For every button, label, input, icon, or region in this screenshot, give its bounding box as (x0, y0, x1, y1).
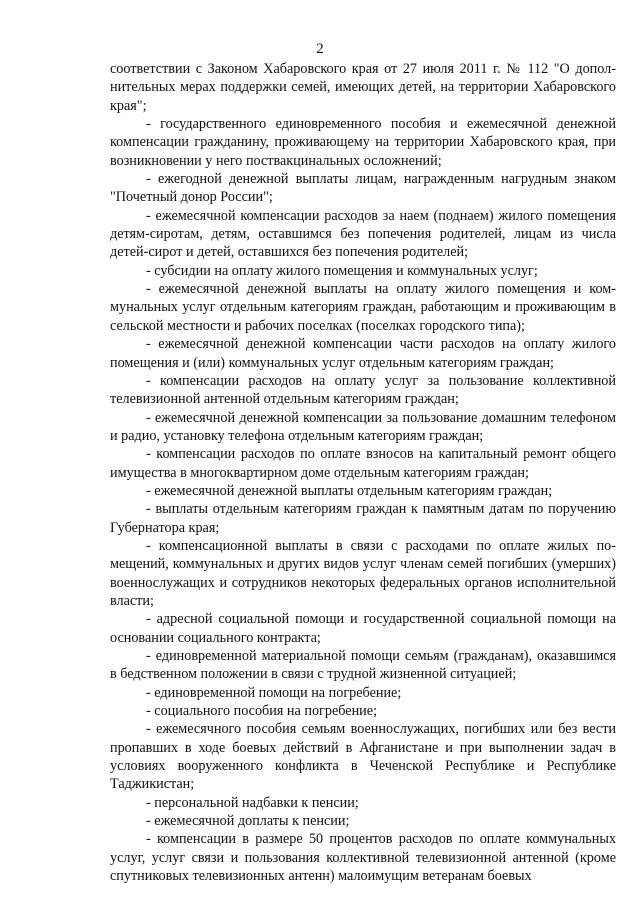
list-item-partial-housing-compensation: - ежемесячной денежной компенсации части расходов на оплату жилого помещения и (или) коммунальных услуг отдельным категориям граждан; (110, 336, 616, 371)
list-item-antenna-compensation: - компенсации расходов на оплату услуг за пользование коллективной телевизионной антенной отдельным категориям граждан; (110, 372, 616, 408)
list-item-fallen-servicemen-families: - компенсационной выплаты в связи с расходами по оплате жилых помещений, коммунальных и других видов услуг членам семей погибших (умерших) военнослужащих и сотрудников некоторых федеральных органов исполнительной власти; (110, 537, 616, 609)
page-number: 2 (316, 41, 324, 57)
list-item-burial-aid: - единовременной помощи на погребение; (146, 684, 402, 701)
list-item-pension-bonus: - персональной надбавки к пенсии; (146, 794, 359, 811)
list-item-donor-payment: - ежегодной денежной выплаты лицам, награжденным нагрудным знаком "Почетный донор России"; (110, 171, 616, 206)
list-item-social-assistance: - адресной социальной помощи и государственной социальной помощи на основании социального контракта; (110, 611, 616, 646)
list-item-servicemen-families-allowance: - ежемесячного пособия семьям военнослужащих, погибших или без вести пропавших в ходе боевых действий в Афганистане и при выполнении задач в условиях вооруженного конфликта в Чеченской Республике и Республике Таджикистан; (110, 721, 616, 793)
list-item-monthly-payment: - ежемесячной денежной выплаты отдельным категориям граждан; (146, 482, 553, 499)
list-item-phone-radio-compensation: - ежемесячной денежной компенсации за пользование домашним телефоном и радио, установку телефона отдельным категориям граждан; (110, 409, 616, 444)
paragraph-continuation: соответствии с Законом Хабаровского края от 27 июля 2011 г. № 112 "О дополнительных мерах поддержки семей, имеющих детей, на территории Хабаровского края"; (110, 61, 616, 114)
list-item-capital-repair-compensation: - компенсации расходов по оплате взносов на капитальный ремонт общего имущества в многоквартирном доме отдельным категориям граждан; (110, 446, 616, 481)
list-item-orphans-rent-compensation: - ежемесячной компенсации расходов за наем (поднаем) жилого помещения детям-сиротам, детям, оставшимся без попечения родителей, лицам из числа детей-сирот и детей, оставшихся без попечения родителей; (110, 207, 616, 261)
list-item-pension-supplement: - ежемесячной доплаты к пенсии; (146, 813, 350, 830)
list-item-burial-allowance: - социального пособия на погребение; (146, 703, 378, 720)
list-item-rural-housing-payment: - ежемесячной денежной выплаты на оплату жилого помещения и коммунальных услуг отдельным категориям граждан, работающим и проживающим в сельской местности и рабочих поселках (поселках городского типа); (110, 281, 616, 334)
list-item-housing-subsidy: - субсидии на оплату жилого помещения и коммунальных услуг; (146, 262, 538, 279)
document-body (110, 60, 616, 885)
list-item-vaccination-benefit: - государственного единовременного пособия и ежемесячной денежной компенсации гражданину, проживающему на территории Хабаровского края, при возникновении у него поствакцинальных осложнений; (110, 116, 616, 169)
list-item-one-time-material-aid: - единовременной материальной помощи семьям (гражданам), оказавшимся в бедственном положении в связи с трудной жизненной ситуацией; (110, 648, 616, 683)
list-item-veterans-utilities-compensation: - компенсации в размере 50 процентов расходов по оплате коммунальных услуг, услуг связи и пользования коллективной телевизионной антенной (кроме спутниковых телевизионных антенн) малоимущим ветеранам боевых (110, 831, 616, 885)
list-item-memorial-dates-payment: - выплаты отдельным категориям граждан к памятным датам по поручению Губернатора края; (110, 501, 616, 536)
